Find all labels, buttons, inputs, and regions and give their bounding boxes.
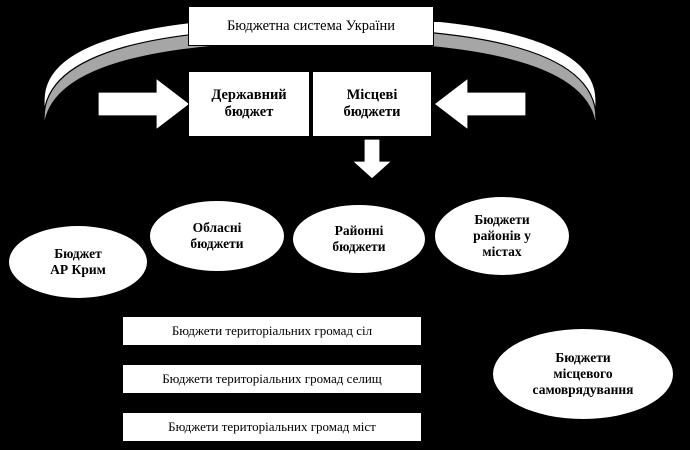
budget-ar-krym-line-1: Бюджет [54,245,102,261]
budget-ar-krym-ellipse [8,225,148,299]
arrow-down-icon [352,139,392,179]
city-district-budgets-ellipse [434,196,570,276]
rayon-budgets-line-2: бюджети [332,239,386,254]
state-budget-box [188,71,310,137]
local-self-government-budgets-ellipse [492,328,674,420]
city-communities-label: Бюджети територіальних громад міст [168,418,376,434]
city-district-budgets-line-2: районів у [473,227,531,243]
settlement-communities-label: Бюджети територіальних громад селищ [162,370,382,386]
arrow-right-pointing-icon [98,78,190,130]
budget-ar-krym-line-2: АР Крим [50,262,106,277]
village-communities-box [122,316,422,346]
city-district-budgets-line-1: Бюджети [474,211,530,227]
rayon-budgets-line-1: Районні [334,222,384,238]
local-budgets-box [312,71,432,137]
self-gov-line-2: місцевого [553,365,613,381]
oblast-budgets-line-1: Обласні [192,219,242,235]
self-gov-line-3: самоврядування [532,382,634,398]
local-budgets-line-1: Місцеві [346,87,398,104]
arrow-left-pointing-icon [434,78,526,130]
city-district-budgets-line-3: містах [482,244,522,260]
state-budget-line-1: Державний [211,87,287,104]
settlement-communities-box [122,364,422,394]
local-budgets-line-2: бюджети [343,104,401,120]
title-text: Бюджетна система України [226,17,396,34]
self-gov-line-1: Бюджети [555,349,611,365]
city-communities-box [122,412,422,442]
page-title [188,6,434,46]
village-communities-label: Бюджети територіальних громад сіл [171,322,373,338]
oblast-budgets-ellipse [149,200,285,272]
oblast-budgets-line-2: бюджети [190,236,244,251]
rayon-budgets-ellipse [292,204,426,274]
state-budget-line-2: бюджет [224,104,274,120]
